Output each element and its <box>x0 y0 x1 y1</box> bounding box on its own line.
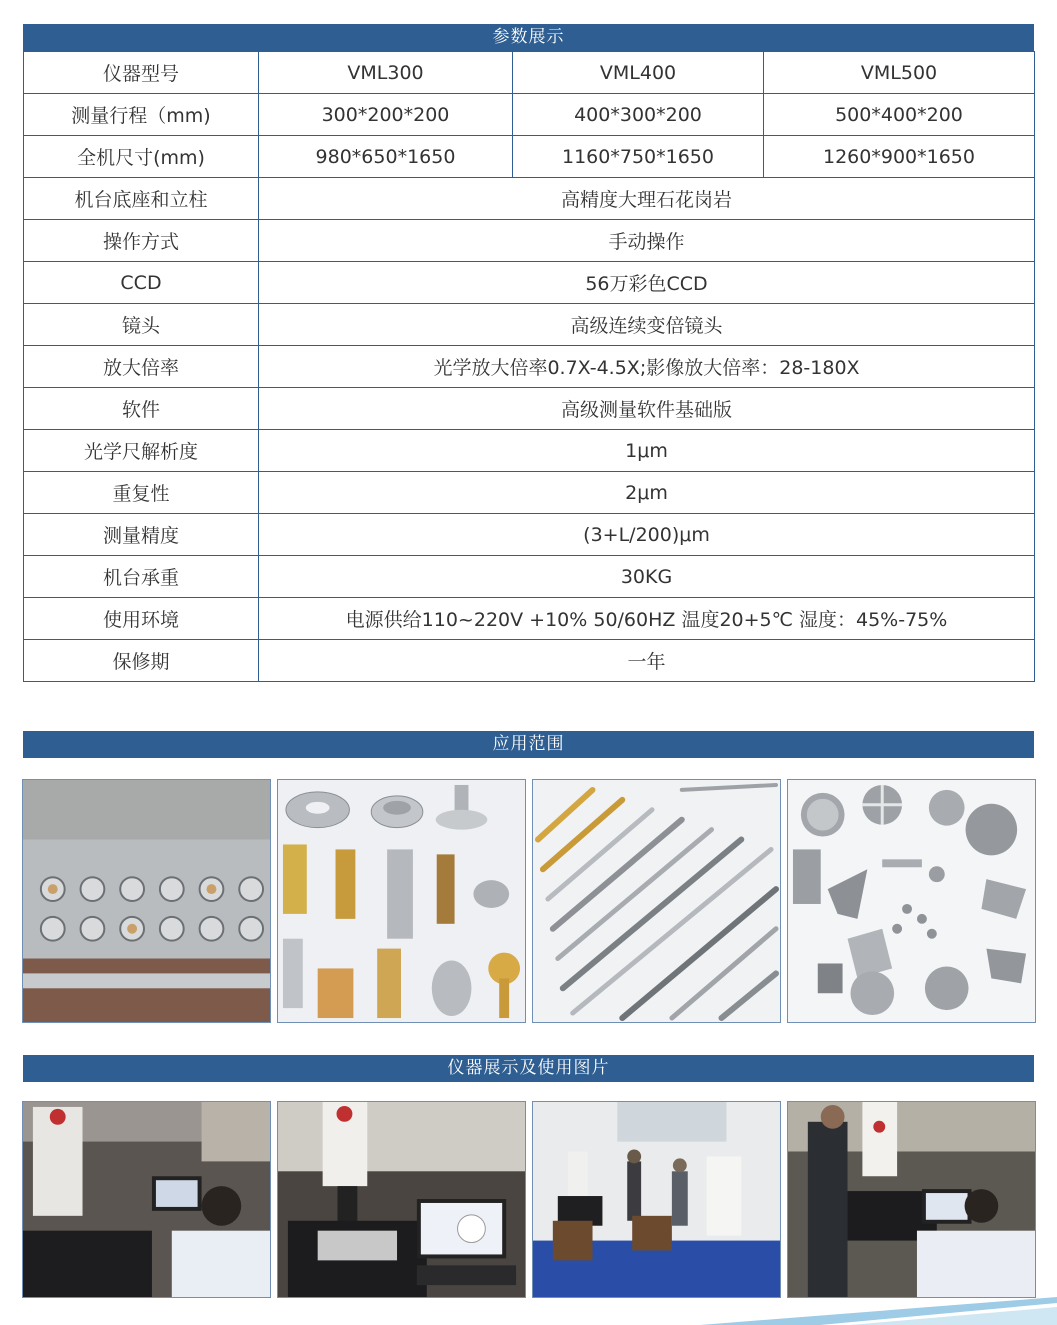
shafts-and-pins-photo <box>532 779 781 1023</box>
spec-value: 1μm <box>259 430 1035 472</box>
spec-value: 2μm <box>259 472 1035 514</box>
spec-value: VML300 <box>259 52 513 94</box>
spec-value: 一年 <box>259 640 1035 682</box>
lab-room-photo <box>532 1101 781 1298</box>
instrument-section-header: 仪器展示及使用图片 <box>23 1055 1034 1082</box>
spec-value: 30KG <box>259 556 1035 598</box>
spec-row <box>24 220 1035 262</box>
operator-demo-photo <box>787 1101 1036 1298</box>
spec-value: 手动操作 <box>259 220 1035 262</box>
spec-label: CCD <box>24 262 259 304</box>
spec-row <box>24 388 1035 430</box>
spec-row <box>24 304 1035 346</box>
spec-row <box>24 52 1035 94</box>
application-section-header: 应用范围 <box>23 731 1034 758</box>
spec-row <box>24 178 1035 220</box>
spec-label: 光学尺解析度 <box>24 430 259 472</box>
spec-value: 高级测量软件基础版 <box>259 388 1035 430</box>
spec-row <box>24 598 1035 640</box>
spec-table <box>23 51 1035 682</box>
spec-value: 高级连续变倍镜头 <box>259 304 1035 346</box>
spec-value: 56万彩色CCD <box>259 262 1035 304</box>
decorative-swoosh <box>0 1295 1057 1325</box>
spec-value: 300*200*200 <box>259 94 513 136</box>
params-section-header: 参数展示 <box>23 24 1034 51</box>
spec-label: 仪器型号 <box>24 52 259 94</box>
machine-closeup-photo <box>277 1101 526 1298</box>
engine-cylinder-head-photo <box>22 779 271 1023</box>
spec-label: 使用环境 <box>24 598 259 640</box>
spec-value: 400*300*200 <box>513 94 764 136</box>
spec-value: 电源供给110~220V +10% 50/60HZ 温度20+5℃ 湿度：45%-75% <box>259 598 1035 640</box>
spec-value: 1260*900*1650 <box>764 136 1035 178</box>
spec-row <box>24 640 1035 682</box>
spec-label: 放大倍率 <box>24 346 259 388</box>
spec-label: 软件 <box>24 388 259 430</box>
spec-row <box>24 430 1035 472</box>
spec-row <box>24 262 1035 304</box>
spec-row <box>24 472 1035 514</box>
spec-row <box>24 94 1035 136</box>
spec-row <box>24 556 1035 598</box>
spec-label: 重复性 <box>24 472 259 514</box>
spec-value: VML400 <box>513 52 764 94</box>
spec-value: 高精度大理石花岗岩 <box>259 178 1035 220</box>
spec-label: 测量行程（mm) <box>24 94 259 136</box>
turned-metal-parts-photo <box>277 779 526 1023</box>
spec-value: VML500 <box>764 52 1035 94</box>
operator-at-machine-photo <box>22 1101 271 1298</box>
spec-value: 500*400*200 <box>764 94 1035 136</box>
spec-label: 全机尺寸(mm) <box>24 136 259 178</box>
spec-label: 操作方式 <box>24 220 259 262</box>
spec-row <box>24 136 1035 178</box>
spec-row <box>24 346 1035 388</box>
spec-value: 光学放大倍率0.7X-4.5X;影像放大倍率：28-180X <box>259 346 1035 388</box>
spec-row <box>24 514 1035 556</box>
spec-value: 1160*750*1650 <box>513 136 764 178</box>
spec-label: 机台承重 <box>24 556 259 598</box>
spec-label: 机台底座和立柱 <box>24 178 259 220</box>
stamped-metal-parts-photo <box>787 779 1036 1023</box>
spec-label: 镜头 <box>24 304 259 346</box>
spec-value: (3+L/200)μm <box>259 514 1035 556</box>
spec-label: 保修期 <box>24 640 259 682</box>
spec-value: 980*650*1650 <box>259 136 513 178</box>
spec-label: 测量精度 <box>24 514 259 556</box>
